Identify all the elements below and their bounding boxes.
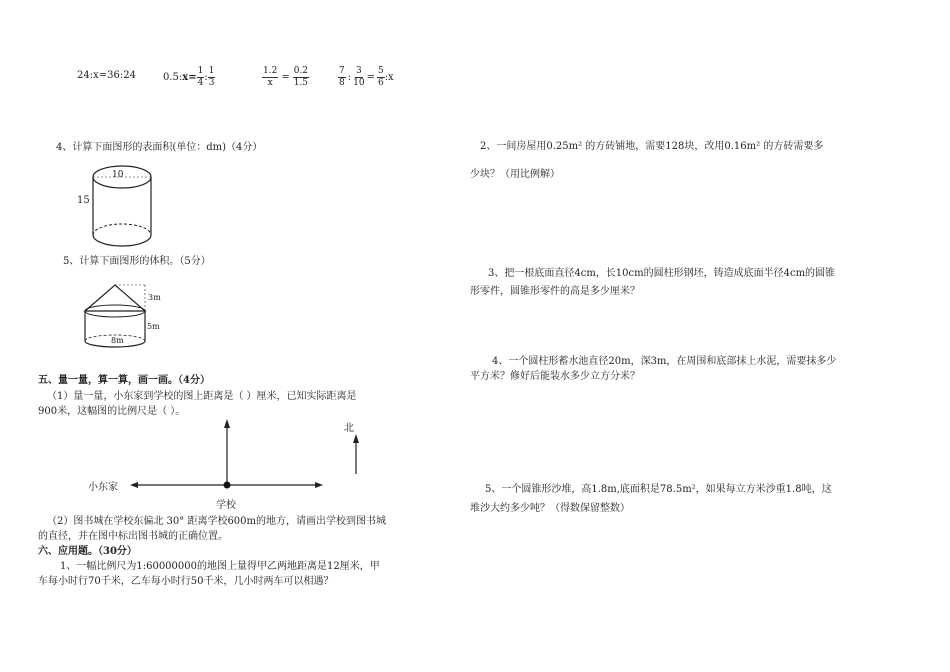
eq3-l-num: 1.2 [263,66,278,76]
cylinder-top-label: 10 [112,170,124,180]
section5-title: 五、量一量，算一算，画一画。（4分） [38,375,210,386]
eq2-prefix: 0.5: [163,72,183,83]
right-q4-line2: 平方米？修好后能装水多少立方分米？ [470,371,640,382]
eq3-equals: = [281,72,290,83]
cylinder-height-label: 15 [77,195,90,206]
eq2-f1-den: 4 [197,78,204,88]
eq2-f1-num: 1 [197,66,204,76]
eq4-f2-den: 10 [353,78,365,88]
eq4-equals: = [366,72,375,83]
right-q4-line1: 4、一个圆柱形蓄水池直径20m，深3m，在周围和底部抹上水泥，需要抹多少 [492,356,837,367]
school-label: 学校 [216,500,236,511]
base-diameter-label: 8m [111,336,124,345]
right-q5-line2: 堆沙大约多少吨？（得数保留整数） [470,503,630,514]
section5-p2-line2: 的直径，并在图中标出图书城的正确位置。 [38,531,228,542]
home-label: 小东家 [88,482,118,493]
cylinder-height-label-5: 5m [147,322,160,331]
eq3-r-den: 1.5 [293,78,309,88]
eq4-f1-num: 7 [339,66,345,76]
eq2-colon: : [204,72,208,83]
q4-text: 4、计算下面图形的表面积(单位：dm)（4分） [56,142,263,153]
right-q3-line1: 3、把一根底面直径4cm，长10cm的圆柱形钢坯，铸造成底面半径4cm的圆锥 [488,268,836,279]
eq2-x: x= [182,72,197,83]
eq4-f3-num: 5 [377,66,384,76]
section6-q1-line2: 车每小时行70千米，乙车每小时行50千米，几小时两车可以相遇？ [38,576,334,587]
eq2-f2-den: 3 [208,78,215,88]
eq4-tail: :x [384,72,394,83]
section5-p1-line1: （1）量一量，小东家到学校的图上距离是（ ）厘米，已知实际距离是 [47,391,357,402]
section5-p2-line1: （2）图书城在学校东偏北 30° 距离学校600m的地方，请画出学校到图书城 [47,516,387,527]
section5-p1-line2: 900米，这幅图的比例尺是（ ）。 [38,406,186,417]
eq4-colon: : [347,72,352,83]
eq4-f3-den: 6 [377,78,384,88]
right-q3-line2: 形零件，圆锥形零件的高是多少厘米？ [470,286,640,297]
right-q2-line2: 少块？（用比例解） [470,169,560,180]
eq2-f2-num: 1 [208,66,215,76]
q5-text: 5、计算下面图形的体积。（5分） [63,256,211,267]
eq4-f2-num: 3 [355,66,362,76]
right-q5-line1: 5、一个圆锥形沙堆，高1.8m,底面积是78.5m²，如果每立方米沙重1.8吨，这 [485,484,832,495]
equation-1: 24:x=36:24 [77,70,136,81]
section6-q1-line1: 1、一幅比例尺为1:60000000的地图上量得甲乙两地距离是12厘米，甲 [60,561,380,572]
north-label: 北 [344,423,354,434]
eq4-f1-den: 8 [339,78,345,88]
eq3-l-den: x [267,78,273,88]
cone-height-label: 3m [148,293,161,302]
right-q2-line1: 2、一间房屋用0.25m² 的方砖铺地，需要128块，改用0.16m² 的方砖需要多 [480,141,824,152]
section6-title: 六、应用题。（30分） [38,546,137,557]
eq3-r-num: 0.2 [293,66,309,76]
